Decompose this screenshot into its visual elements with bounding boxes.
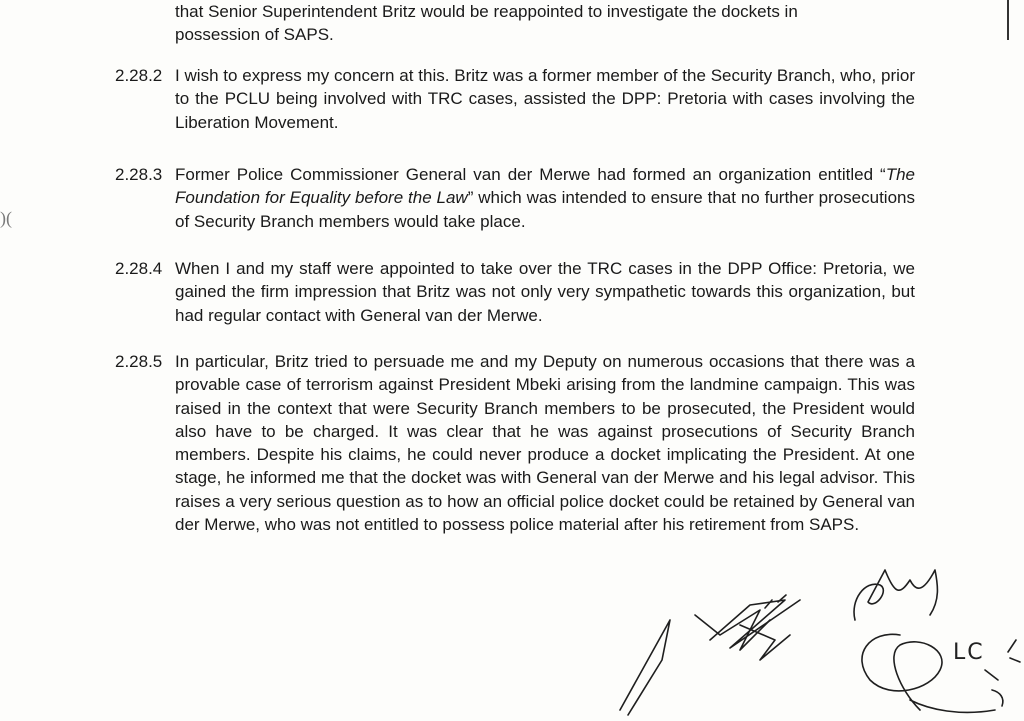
paragraph-number: 2.28.5: [115, 352, 163, 371]
signature-stroke: [854, 570, 937, 620]
handwritten-initials: LC: [953, 640, 985, 665]
paragraph-2-28-4: [115, 257, 915, 327]
paragraph-2-28-2: [115, 64, 915, 134]
signature-stroke: [910, 700, 995, 712]
intro-line-1: that Senior Superintendent Britz would be reappointed to investigate the dockets in: [175, 2, 798, 21]
paragraph-text: [175, 163, 915, 233]
paragraph-text: In particular, Britz tried to persuade me and my Deputy on numerous occasions that there was a provable case of terrorism against President Mbeki arising from the landmine campaign. This was raised in the context that were Security Branch members to be prosecuted, the President would also have to be charged. It was clear that he was against prosecutions of Security Branch members. Despite his claims, he could never produce a docket implicating the President. At one stage, he informed me that the docket was with General van der Merwe and his legal advisor. This raises a very serious question as to how an official police docket could be retained by General van der Merwe, who was not entitled to possess police material after his retirement from SAPS.: [175, 352, 915, 535]
signature-stroke: [620, 620, 670, 715]
signature-stroke: [710, 600, 800, 648]
paragraph-text: When I and my staff were appointed to take over the TRC cases in the DPP Office: Pretoria, we gained the firm impression that Britz was not only very sympathetic towards this organization, but had regular contact with General van der Merwe.: [175, 259, 915, 325]
page-edge-line: [1007, 0, 1009, 40]
organization-name: The Foundation for Equality before the Law: [175, 165, 915, 208]
signature-stroke: [1008, 640, 1020, 662]
paragraph-2-28-3: [115, 163, 915, 233]
handwritten-signatures: [600, 540, 1024, 721]
paragraph-number: 2.28.2: [115, 66, 163, 85]
paragraph-number: 2.28.4: [115, 259, 163, 278]
paragraph-text-after: ” which was intended to ensure that no further prosecutions of Security Branch members would take place.: [175, 188, 915, 231]
margin-mark: )(: [0, 208, 12, 228]
signature-stroke: [985, 670, 1003, 706]
paragraph-2-28-5: [115, 350, 915, 536]
intro-paragraph-continuation: [175, 0, 915, 47]
paragraph-text-before: Former Police Commissioner General van der Merwe had formed an organization entitled “: [175, 165, 886, 184]
intro-line-2: possession of SAPS.: [175, 25, 334, 45]
signature-stroke: [862, 634, 942, 710]
paragraph-text: I wish to express my concern at this. Britz was a former member of the Security Branch, who, prior to the PCLU being involved with TRC cases, assisted the DPP: Pretoria with cases involving the Liberation Movement.: [175, 66, 915, 132]
signature-stroke: [695, 610, 770, 650]
paragraph-number: 2.28.3: [115, 165, 163, 184]
